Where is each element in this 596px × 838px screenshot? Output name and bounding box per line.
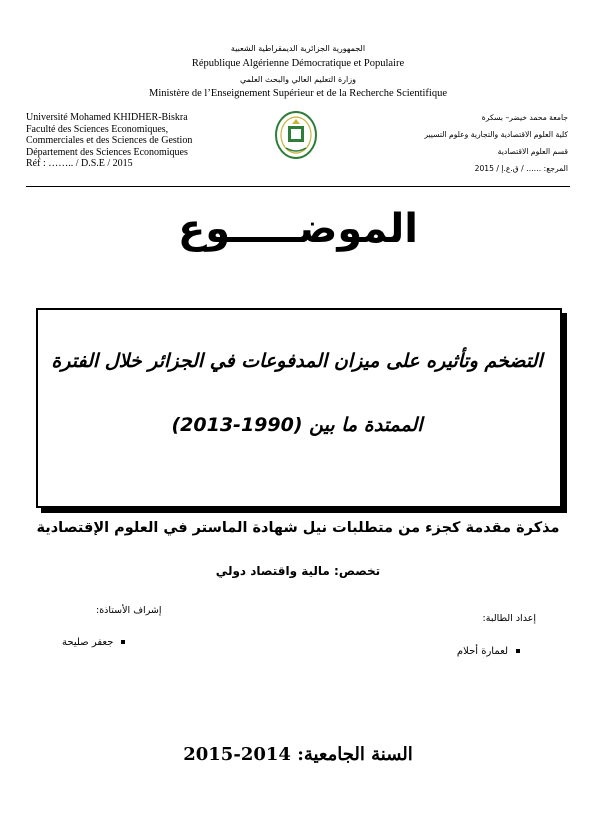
- department-name: Département des Sciences Economiques: [26, 146, 188, 158]
- bullet-icon: [516, 649, 520, 653]
- university-seal-icon: [274, 110, 318, 160]
- faculty-name: Faculté des Sciences Economiques,: [26, 123, 169, 135]
- header-divider: [26, 186, 570, 187]
- student-label: إعداد الطالبة:: [482, 613, 536, 624]
- university-arabic-block: [424, 109, 568, 177]
- department-name-arabic: قسم العلوم الاقتصادية: [497, 147, 568, 156]
- thesis-title-line1: التضخم وتأثيره على ميزان المدفوعات في الجزائر خلال الفترة: [51, 350, 543, 372]
- republic-arabic: الجمهورية الجزائرية الديمقراطية الشعبية: [230, 44, 366, 53]
- student-name: لعمارة أحلام: [456, 646, 508, 657]
- supervisor-label: إشراف الأستاذة:: [96, 605, 162, 616]
- student-row: [457, 646, 520, 657]
- subject-heading: الموضـــــوع: [177, 206, 419, 252]
- supervisor-row: [62, 637, 125, 648]
- faculty-name-arabic: كلية العلوم الاقتصادية والتجارية وعلوم التسيير: [424, 130, 568, 139]
- academic-year: السنة الجامعية: 2014-2015: [183, 744, 413, 765]
- supervisor-name: جعفر صليحة: [62, 637, 114, 648]
- specialty: تخصص: مالية واقتصاد دولي: [215, 564, 381, 578]
- ministry-french: Ministère de l’Enseignement Supérieur et de la Recherche Scientifique: [149, 88, 447, 99]
- memo-statement: مذكرة مقدمة كجزء من متطلبات نيل شهادة الماستر في العلوم الإقتصادية: [36, 520, 560, 536]
- university-name: Université Mohamed KHIDHER-Biskra: [26, 112, 188, 123]
- republic-french: République Algérienne Démocratique et Populaire: [191, 58, 405, 69]
- title-frame: [36, 308, 562, 508]
- bullet-icon: [121, 640, 125, 644]
- faculty-name-cont: Commerciales et des Sciences de Gestion: [26, 135, 193, 147]
- university-name-arabic: جامعة محمد خيضر– بسكرة: [481, 113, 568, 122]
- university-french-block: [26, 112, 192, 170]
- reference-arabic: المرجع: …… / ق.ع.إ / 2015: [474, 164, 568, 173]
- thesis-title-line2: الممتدة ما بين (1990-2013): [171, 414, 423, 436]
- ministry-arabic: وزارة التعليم العالي والبحث العلمي: [240, 75, 356, 84]
- university-logo: [274, 110, 318, 160]
- reference-french: Réf : …….. / D.S.E / 2015: [26, 158, 133, 170]
